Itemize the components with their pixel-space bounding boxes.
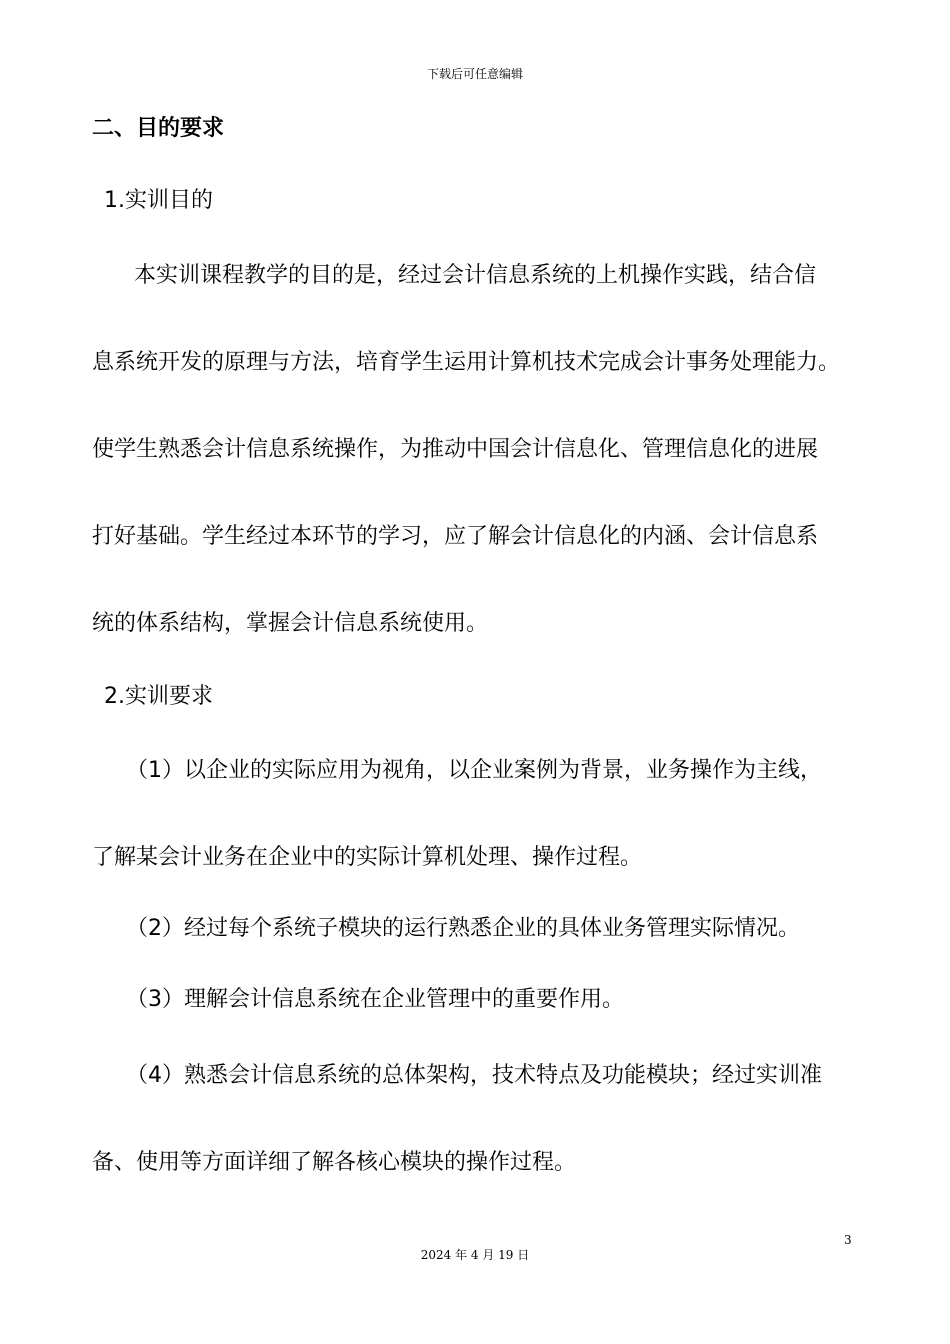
paragraph-line: （4）熟悉会计信息系统的总体架构，技术特点及功能模块；经过实训准 bbox=[126, 1063, 822, 1088]
requirement-item-3: （3）理解会计信息系统在企业管理中的重要作用。 bbox=[126, 987, 624, 1012]
purpose-heading: 1.实训目的 bbox=[104, 188, 213, 213]
footer-date: 2024 年 4 月 19 日 bbox=[420, 1248, 530, 1262]
requirement-item-2: （2）经过每个系统子模块的运行熟悉企业的具体业务管理实际情况。 bbox=[126, 916, 800, 941]
purpose-paragraph bbox=[92, 232, 862, 667]
paragraph-line: 备、使用等方面详细了解各核心模块的操作过程。 bbox=[92, 1150, 577, 1175]
requirement-item-4 bbox=[92, 1032, 862, 1206]
section-title: 二、目的要求 bbox=[92, 116, 225, 141]
requirements-heading: 2.实训要求 bbox=[104, 684, 213, 709]
paragraph-line: 使学生熟悉会计信息系统操作，为推动中国会计信息化、管理信息化的进展 bbox=[92, 437, 819, 462]
paragraph-line: 本实训课程教学的目的是，经过会计信息系统的上机操作实践，结合信 bbox=[134, 263, 817, 288]
header-note: 下载后可任意编辑 bbox=[426, 67, 523, 81]
page-number: 3 bbox=[844, 1233, 852, 1247]
paragraph-line: 统的体系结构，掌握会计信息系统使用。 bbox=[92, 611, 489, 636]
paragraph-line: 打好基础。学生经过本环节的学习，应了解会计信息化的内涵、会计信息系 bbox=[92, 524, 819, 549]
paragraph-line: （1）以企业的实际应用为视角，以企业案例为背景，业务操作为主线， bbox=[126, 758, 822, 783]
paragraph-line: 了解某会计业务在企业中的实际计算机处理、操作过程。 bbox=[92, 845, 643, 870]
requirement-item-1 bbox=[92, 727, 862, 901]
paragraph-line: 息系统开发的原理与方法，培育学生运用计算机技术完成会计事务处理能力。 bbox=[92, 350, 841, 375]
